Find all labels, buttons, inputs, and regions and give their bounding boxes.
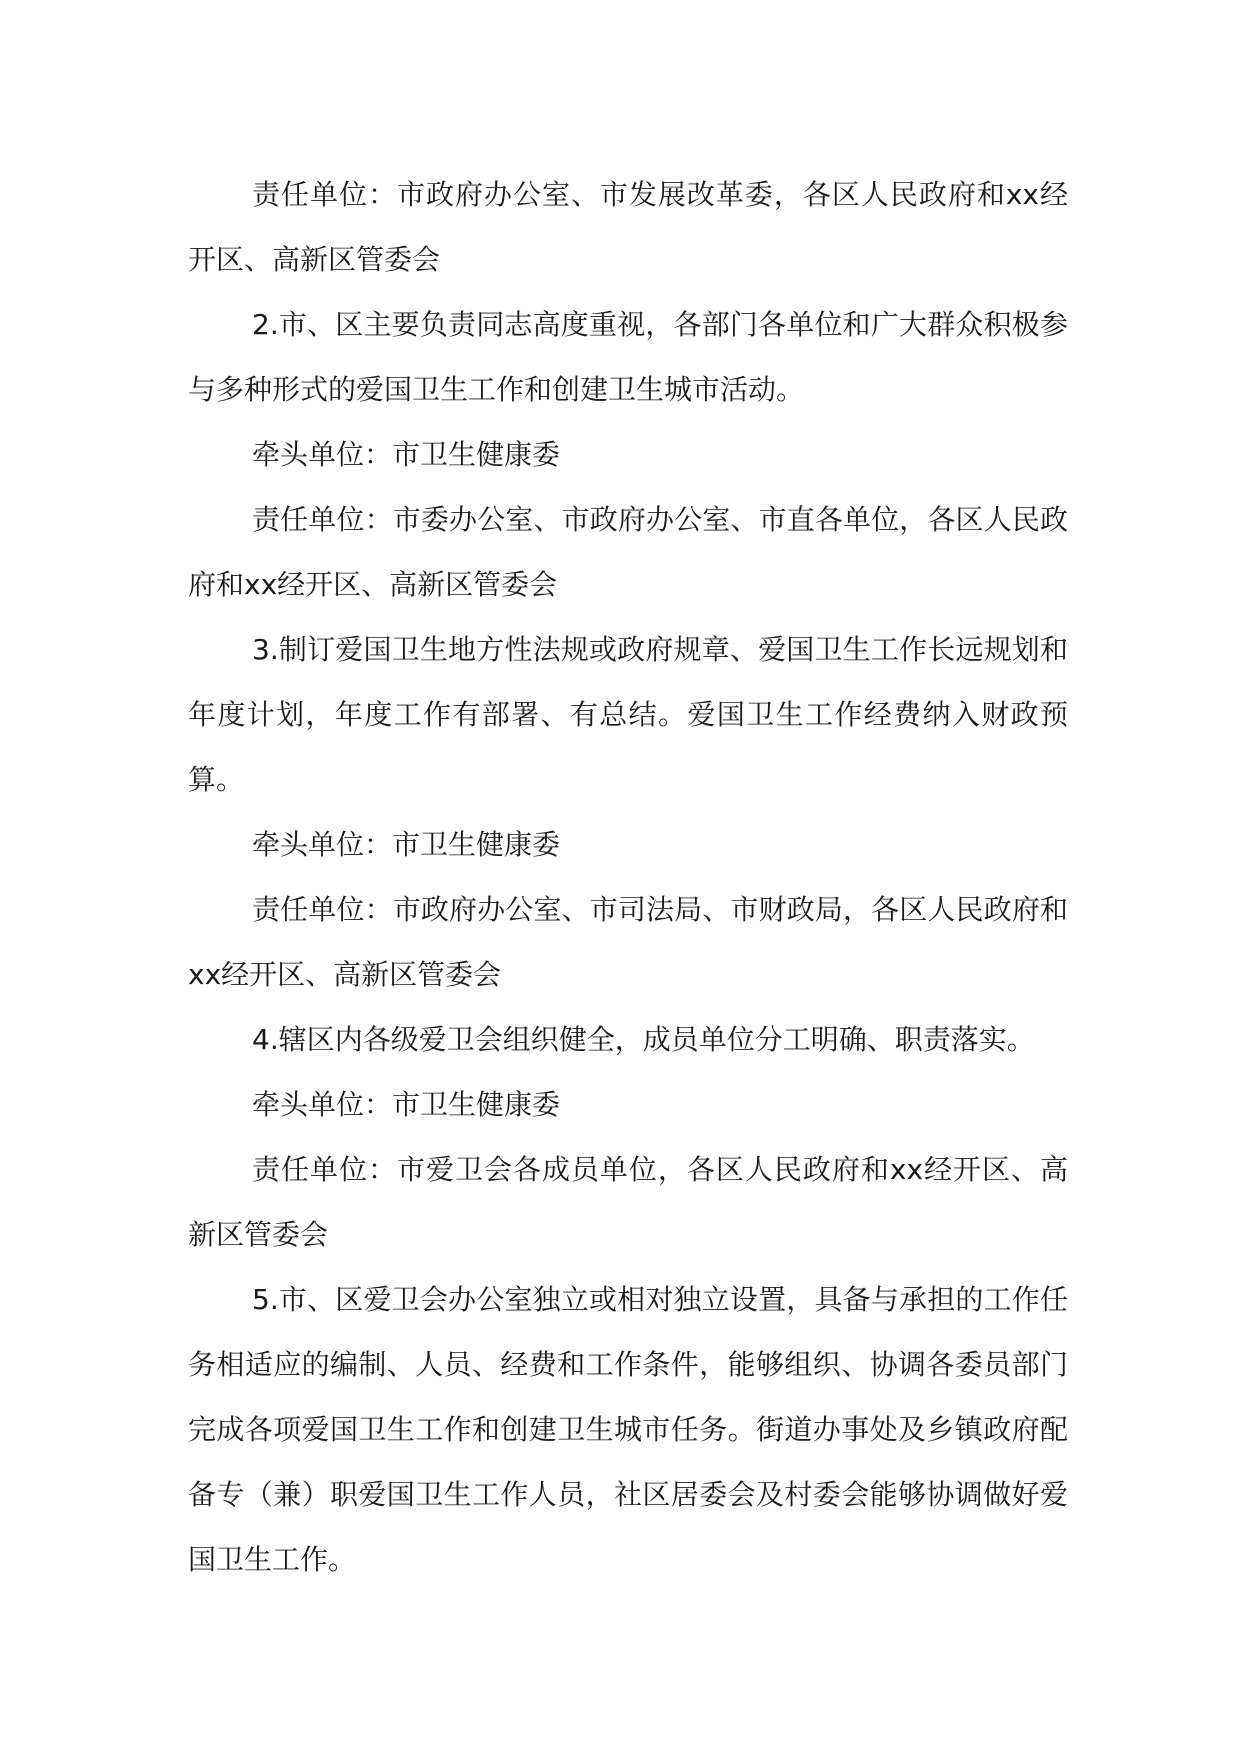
paragraph-item-2: 2.市、区主要负责同志高度重视，各部门各单位和广大群众积极参与多种形式的爱国卫生工作和创建卫生城市活动。 bbox=[188, 308, 1068, 406]
paragraph-item-4: 4.辖区内各级爱卫会组织健全，成员单位分工明确、职责落实。 bbox=[252, 1023, 1035, 1056]
paragraph-responsible-units-3: 责任单位：市政府办公室、市司法局、市财政局，各区人民政府和xx经开区、高新区管委会 bbox=[188, 893, 1068, 991]
paragraph-lead-unit-4: 牵头单位：市卫生健康委 bbox=[252, 1088, 561, 1121]
paragraph-lead-unit-2: 牵头单位：市卫生健康委 bbox=[252, 438, 561, 471]
paragraph-item-5: 5.市、区爱卫会办公室独立或相对独立设置，具备与承担的工作任务相适应的编制、人员、经费和工作条件，能够组织、协调各委员部门完成各项爱国卫生工作和创建卫生城市任务。街道办事处及乡镇政府配备专（兼）职爱国卫生工作人员，社区居委会及村委会能够协调做好爱国卫生工作。 bbox=[188, 1283, 1068, 1576]
paragraph-item-3: 3.制订爱国卫生地方性法规或政府规章、爱国卫生工作长远规划和年度计划，年度工作有部署、有总结。爱国卫生工作经费纳入财政预算。 bbox=[188, 633, 1068, 796]
paragraph-responsible-units-2: 责任单位：市委办公室、市政府办公室、市直各单位，各区人民政府和xx经开区、高新区管委会 bbox=[188, 503, 1068, 601]
paragraph-responsible-units-1: 责任单位：市政府办公室、市发展改革委，各区人民政府和xx经开区、高新区管委会 bbox=[188, 178, 1068, 276]
paragraph-lead-unit-3: 牵头单位：市卫生健康委 bbox=[252, 828, 561, 861]
paragraph-responsible-units-4: 责任单位：市爱卫会各成员单位，各区人民政府和xx经开区、高新区管委会 bbox=[188, 1153, 1068, 1251]
document-body bbox=[188, 162, 1068, 1592]
